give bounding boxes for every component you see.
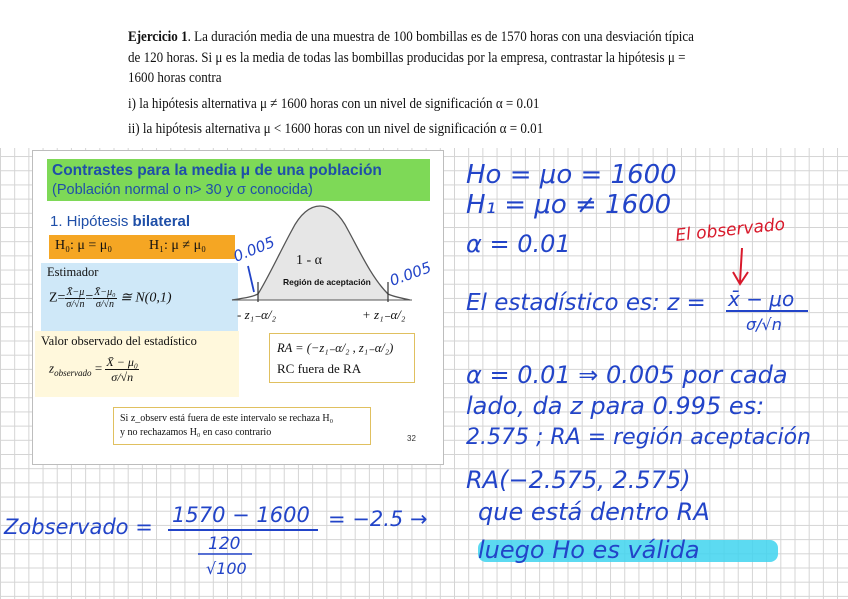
- hw-statistic-den: σ/√n: [746, 315, 782, 334]
- observed-arrow: [733, 248, 748, 284]
- hw-statistic-num: x̄ − μo: [728, 287, 795, 311]
- note-line-1: Si z_observ está fuera de este intervalo se rechaza H₀: [120, 413, 334, 424]
- tail-left-arrow: [248, 266, 254, 292]
- problem-line-3: 1600 horas contra: [128, 69, 222, 86]
- hw-zobs-den-den: √100: [206, 559, 247, 578]
- problem-line-2: de 120 horas. Si μ es la media de todas las bombillas producidas por la empresa, contrastar la hipótesis μ =: [128, 48, 686, 66]
- hw-zobs-den-num: 120: [208, 534, 241, 554]
- alternative-hypothesis: H₁: μ ≠ μ₀: [149, 238, 206, 253]
- problem-item-2: ii) la hipótesis alternativa μ < 1600 horas con un nivel de significación α = 0.01: [128, 120, 544, 137]
- observed-label: Valor observado del estadístico: [41, 334, 197, 348]
- note-line-2: y no rechazamos H₀ en caso contrario: [120, 427, 272, 438]
- problem-item-1: i) la hipótesis alternativa μ ≠ 1600 horas con un nivel de significación α = 0.01: [128, 94, 540, 112]
- hw-zobs-label: Zobservado =: [4, 515, 153, 539]
- slide-title: Contrastes para la media μ de una población: [52, 162, 382, 179]
- hw-line-a: α = 0.01 ⇒ 0.005 por cada: [466, 361, 788, 389]
- hw-observed-note: El observado: [674, 214, 786, 246]
- curve-region-label: Región de aceptación: [283, 277, 371, 287]
- hw-conclusion-1: que está dentro RA: [478, 498, 710, 526]
- problem-line-1: . La duración media de una muestra de 100 bombillas es de 1570 horas con una desviación típica: [187, 28, 694, 45]
- hw-line-c: 2.575 ; RA = región aceptación: [466, 425, 811, 450]
- right-critical-label: + z₁₋α/₂: [362, 307, 406, 322]
- tail-right-note: 0.005: [387, 258, 434, 290]
- observed-formula: $z_{observado}$ = $\frac{\text{X̄ − μ₀}}{\sigma/√n}$: [49, 355, 139, 384]
- page-number: 32: [407, 434, 416, 443]
- hw-zobs-result: = −2.5 →: [328, 507, 428, 531]
- slide-subtitle: (Población normal o n> 30 y σ conocida): [52, 182, 313, 198]
- estimator-label: Estimador: [47, 265, 99, 279]
- estimator-formula: Z= $\frac{X̄-\mu}{\sigma/√n}$ = $\frac{\text{X̄−μ₀}}{\sigma/√n}$ ≅ N(0,1): [49, 287, 172, 310]
- null-hypothesis: H₀: μ = μ₀: [55, 238, 113, 253]
- hw-statistic: El estadístico es: z =: [466, 290, 706, 316]
- hw-line-d: RA(−2.575, 2.575): [466, 466, 691, 494]
- hw-h1: H₁ = μo ≠ 1600: [466, 190, 672, 220]
- section-heading: 1. Hipótesis bilateral: [50, 213, 191, 230]
- hw-zobs-num: 1570 − 1600: [172, 503, 310, 527]
- tail-left-note: 0.005: [230, 232, 278, 266]
- ra-formula: RA = (−z₁₋α/₂ , z₁₋α/₂): [277, 341, 394, 355]
- left-critical-label: - z₁₋α/₂: [237, 307, 276, 322]
- exercise-title: Ejercicio 1: [128, 28, 188, 45]
- hw-alpha: α = 0.01: [466, 230, 571, 258]
- curve-center-label: 1 - α: [296, 253, 322, 268]
- hw-line-b: lado, da z para 0.995 es:: [466, 392, 765, 420]
- hw-h0: Ho = μo = 1600: [466, 160, 677, 190]
- hw-conclusion-2: luego Ho es válida: [478, 536, 700, 564]
- rc-text: RC fuera de RA: [277, 361, 362, 376]
